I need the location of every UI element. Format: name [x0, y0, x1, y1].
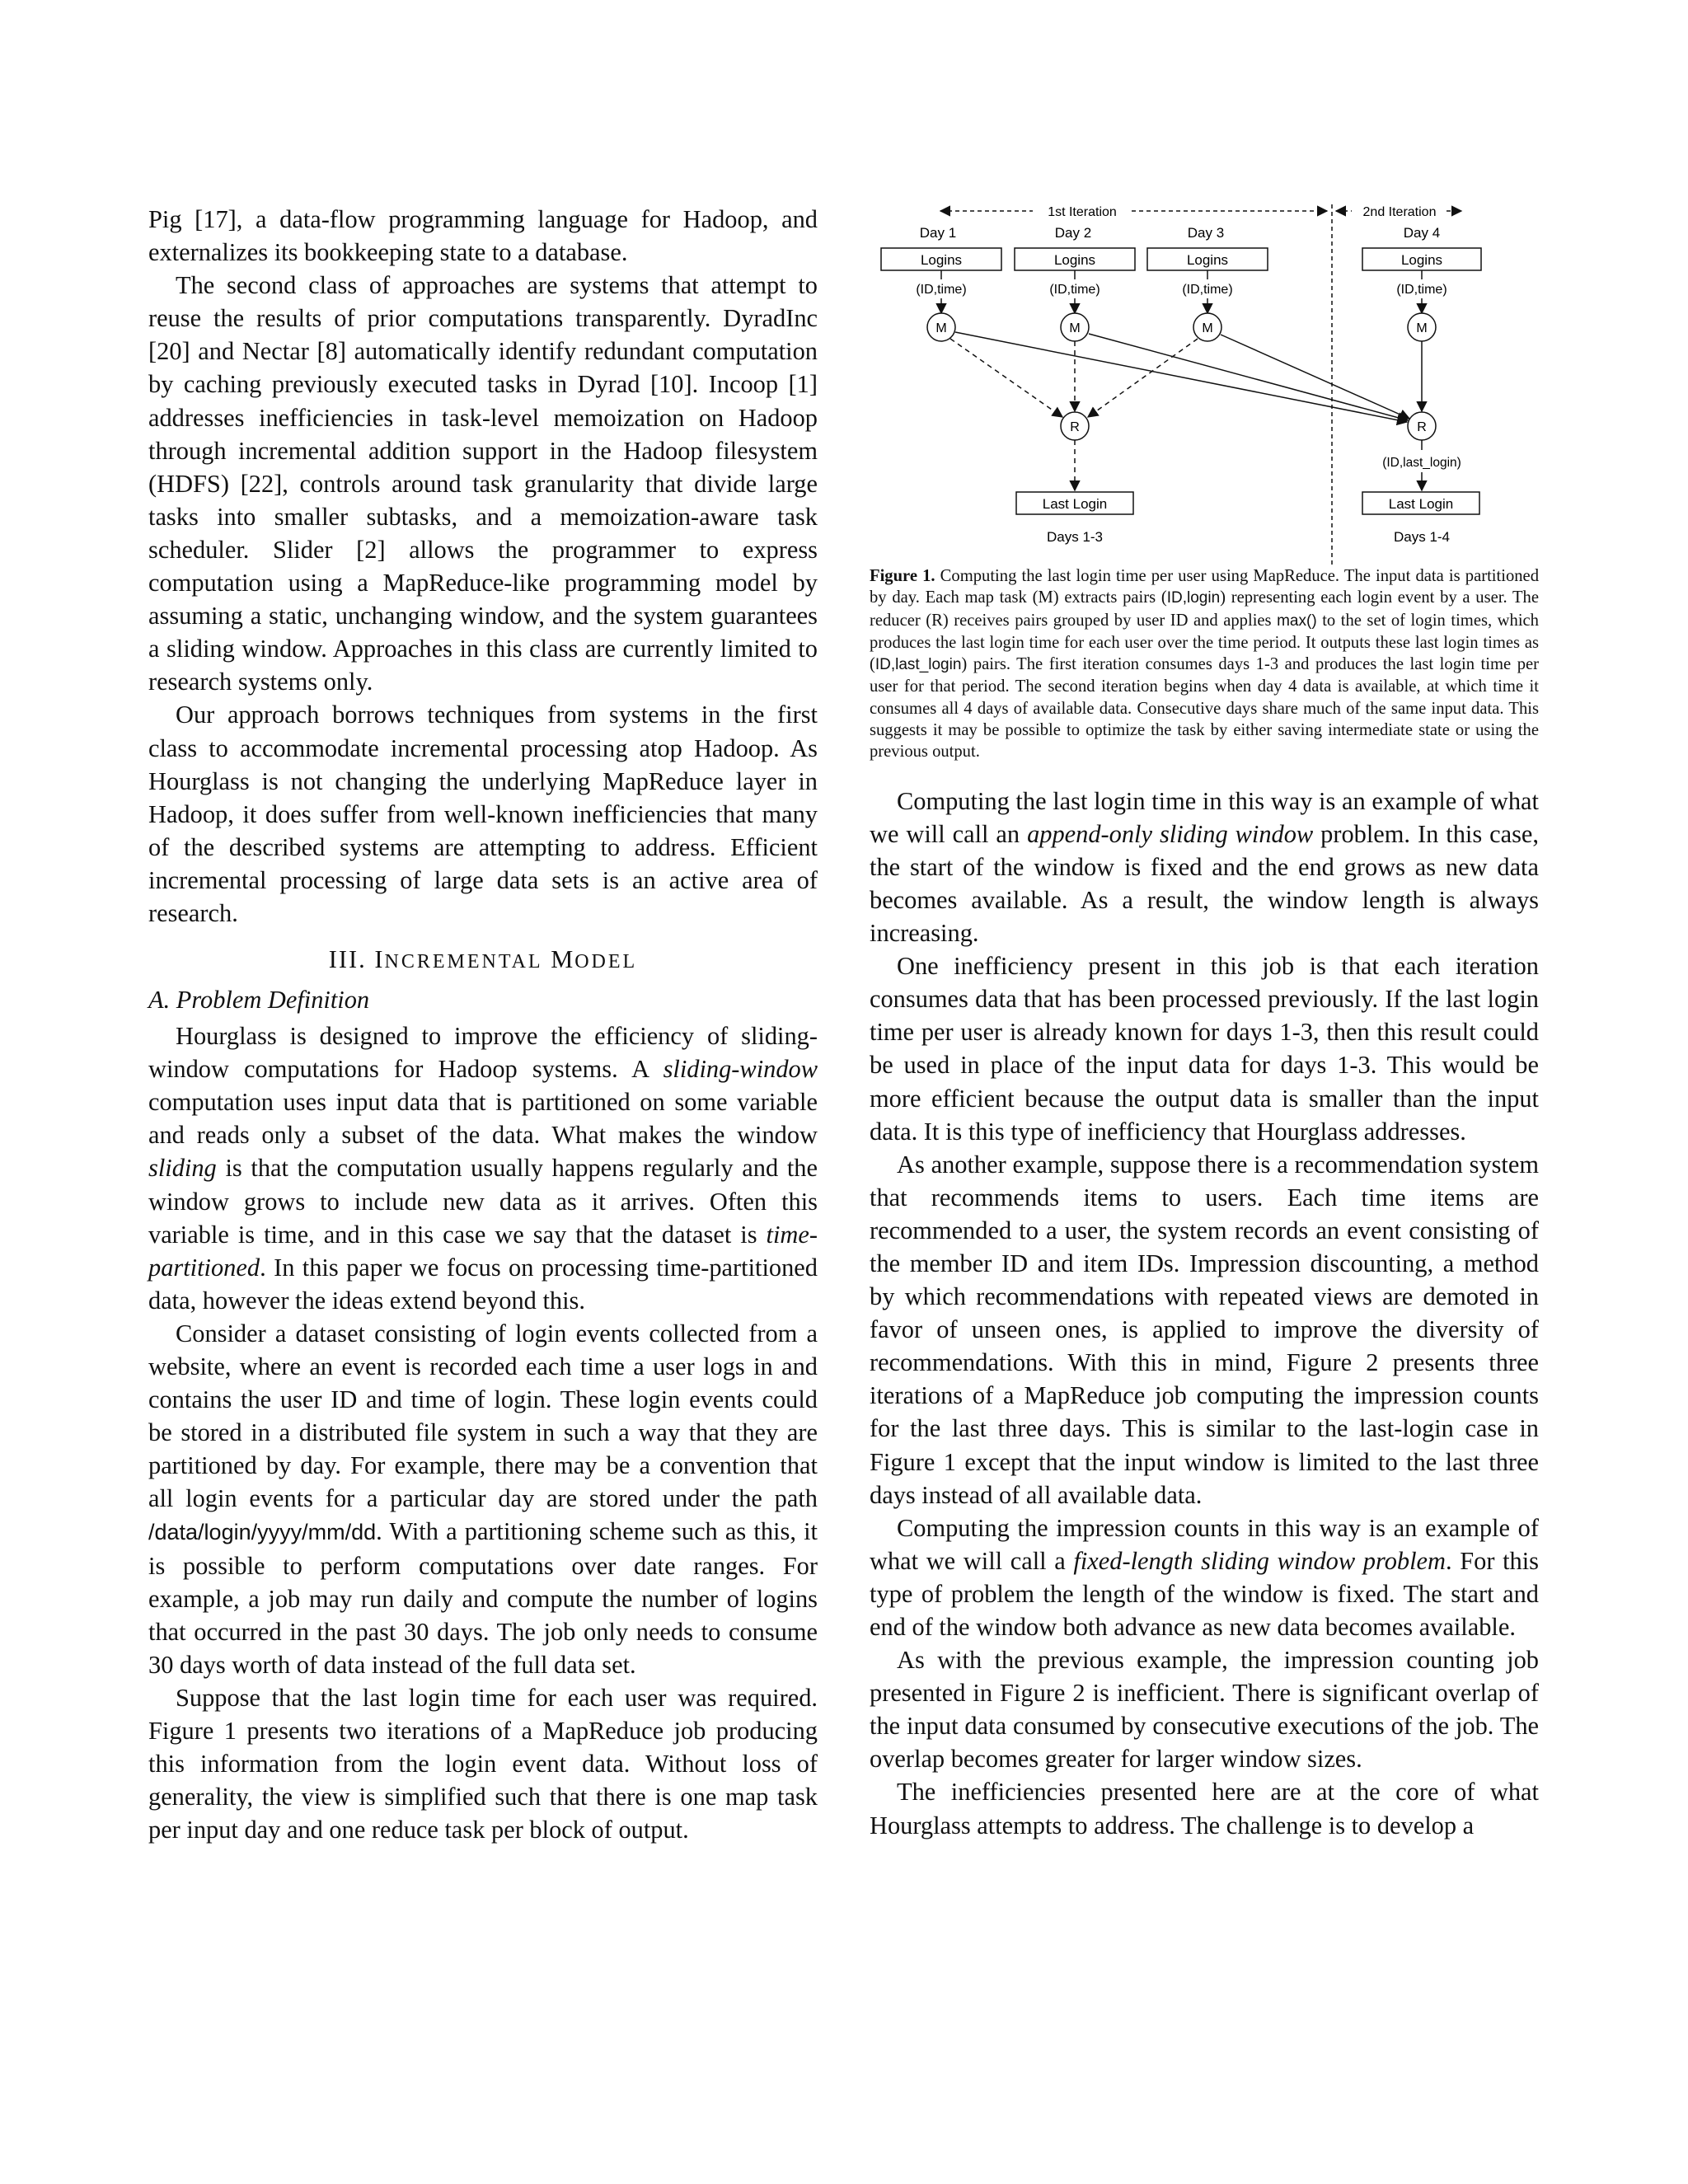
text-run: problem. In this case, the start of the window is fixed and the end grows as new data becomes available. As a result, the window length is always increasing. — [870, 819, 1539, 948]
text-run: computation uses input data that is partitioned on some variable and reads only a subset of the data. What makes the window — [148, 1088, 818, 1150]
map-node-3-label: M — [1202, 321, 1213, 335]
caption-text: ) pairs. The first iteration consumes days 1-3 and produces the last login time per user for that period. The second iteration begins when day 4 data is available, at which time it consumes all 4 days of available data. Consecutive days share much of the same input data. This suggests it may be possible to optimize the task by either saving intermediate state or using the previous output. — [870, 655, 1539, 762]
range-1-label: Days 1-3 — [1046, 529, 1104, 545]
map-node-4-label: M — [1416, 321, 1428, 335]
paragraph-second-class: The second class of approaches are systems that attempt to reuse the results of prior computations transparently. DyradInc [20] and Nectar [8] automatically identify redundant computation by caching previously executed tasks in Dyrad [10]. Incoop [1] addresses inefficiencies in task-level memoization on Hadoop through incremental addition support in the Hadoop filesystem (HDFS) [22], controls around task granularity that divide large tasks into smaller subtasks, and a memoization-aware task scheduler. Slider [2] allows the programmer to express computation using a MapReduce-like programming model by assuming a static, unchanging window, and the system guarantees a sliding window. Approaches in this class are currently limited to research systems only. — [148, 271, 818, 696]
range-2-label: Days 1-4 — [1393, 529, 1451, 545]
text-run: . For this type of problem the length of the window is fixed. The start and end of the window both advance as new data becomes available. — [870, 1546, 1539, 1642]
emphasis-time-partitioned: time-partitioned — [148, 1220, 818, 1282]
section-heading — [148, 943, 818, 978]
paragraph-recommendation: As another example, suppose there is a recommendation system that recommends items to users. Each time items are recommended to a user, the system records an event consisting of the member ID and item IDs. Impression discounting, a method by which recommendations with repeated views are demoted in favor of unseen ones, is applied to improve the diversity of recommendations. With this in mind, Figure 2 presents three iterations of a MapReduce job computing the impression counts for the last three days. This is similar to the last-login case in Figure 1 except that the input window is limited to the last three days instead of all available data. — [870, 1150, 1539, 1509]
map-node-1-label: M — [935, 321, 947, 335]
section-title-initial-i: I — [374, 945, 385, 974]
map1-to-reducer2 — [955, 332, 1407, 422]
day-2-logins-label: Logins — [1053, 252, 1096, 268]
emphasis-sliding: sliding — [148, 1154, 217, 1183]
emphasis-append-only: append-only sliding window — [1027, 819, 1314, 848]
text-run: Consider a dataset consisting of login events collected from a website, where an event is recorded each time a user logs in and contains the user ID and time of login. These login events could be stored in a distributed file system in such a way that they are partitioned by day. For example, there may be a convention that all login events for a particular day are stored under the path — [148, 1319, 818, 1513]
paragraph-core-challenge: The inefficiencies presented here are at the core of what Hourglass attempts to address. The challenge is to develop a — [870, 1778, 1539, 1840]
paragraph-login-dataset — [148, 1317, 818, 1681]
map3-to-reducer1 — [1088, 339, 1198, 417]
day-2-pair-label: (ID,time) — [1049, 283, 1100, 297]
caption-text: Computing the last login time per user using MapReduce. The input data is partitioned by day. Each map task (M) extracts pairs ( — [870, 567, 1539, 607]
caption-sans: ID,login — [1166, 589, 1221, 607]
path-text: /data/login/yyyy/mm/dd — [148, 1520, 377, 1545]
caption-sans: ID,last_login — [874, 656, 962, 674]
figure-1-diagram — [870, 203, 1539, 565]
day-4-logins-label: Logins — [1400, 252, 1443, 268]
emphasis-fixed-length: fixed-length sliding window problem — [1073, 1546, 1446, 1575]
text-run: Computing the impression counts in this way is an example of what we will call a — [870, 1513, 1539, 1575]
caption-sans: max() — [1277, 612, 1317, 630]
section-title-part1: NCREMENTAL — [384, 951, 543, 973]
paragraph-append-only — [870, 785, 1539, 949]
emphasis-sliding-window: sliding-window — [663, 1055, 818, 1084]
map-node-2-label: M — [1069, 321, 1081, 335]
text-run: . With a partitioning scheme such as this, it is possible to perform computations over date ranges. For example, a job may run daily and compute the number of logins that occurred in the past 30 days. The job only needs to consume 30 days worth of data instead of the full data set. — [148, 1517, 818, 1679]
paragraph-hourglass-designed — [148, 1019, 818, 1317]
caption-text: ) representing each login event by a user. The reducer (R) receives pairs grouped by user ID and applies — [870, 588, 1539, 630]
left-column — [148, 203, 818, 1846]
text-run: Hourglass is designed to improve the efficiency of sliding-window computations for Hadoop systems. A — [148, 1022, 818, 1084]
paragraph-inefficiency: One inefficiency present in this job is that each iteration consumes data that has been processed previously. If the last login time per user is already known for days 1-3, then this result could be used in place of the input data for days 1-3. This would be more efficient because the output data is smaller than the input data. It is this type of inefficiency that Hourglass addresses. — [870, 952, 1539, 1146]
subsection-heading: A. Problem Definition — [148, 986, 370, 1015]
paragraph-fixed-length — [870, 1511, 1539, 1643]
paragraph-impression-inefficient: As with the previous example, the impression counting job presented in Figure 2 is inefficient. There is significant overlap of the input data consumed by consecutive executions of the job. The overlap becomes greater for larger window sizes. — [870, 1646, 1539, 1774]
day-1-logins-label: Logins — [920, 252, 963, 268]
paragraph-last-login: Suppose that the last login time for each user was required. Figure 1 presents two iterations of a MapReduce job producing this information from the login event data. Without loss of generality, the view is simplified such that there is one map task per input day and one reduce task per block of output. — [148, 1683, 818, 1844]
text-run: Computing the last login time in this way is an example of what we will call an — [870, 786, 1539, 848]
reduce-node-1-label: R — [1070, 420, 1080, 434]
section-title-initial-m: M — [551, 945, 575, 974]
reduce-node-2-label: R — [1417, 420, 1427, 434]
caption-text: to the set of login times, which produces the last login time for each user over the time period. It outputs these last login times as ( — [870, 611, 1539, 674]
day-4-pair-label: (ID,time) — [1396, 283, 1447, 297]
day-1-label: Day 1 — [919, 225, 957, 241]
section-number: III. — [328, 945, 367, 974]
text-run: is that the computation usually happens regularly and the window grows to include new data as it arrives. Often this variable is time, and in this case we say that the dataset is — [148, 1154, 818, 1249]
section-title-part2: ODEL — [574, 951, 638, 973]
figure-1 — [870, 203, 1539, 565]
day-2-label: Day 2 — [1054, 225, 1092, 241]
output-pair-label: (ID,last_login) — [1382, 456, 1461, 470]
iteration-1-label: 1st Iteration — [1048, 205, 1117, 219]
text-run: . In this paper we focus on processing time-partitioned data, however the ideas extend beyond this. — [148, 1253, 818, 1315]
day-3-logins-label: Logins — [1186, 252, 1229, 268]
paragraph-pig: Pig [17], a data-flow programming language for Hadoop, and externalizes its bookkeeping state to a database. — [148, 205, 818, 267]
iteration-2-label: 2nd Iteration — [1362, 205, 1437, 219]
caption-label: Figure 1. — [870, 567, 935, 585]
day-4-label-text: Day 4 — [1403, 225, 1441, 241]
figure-1-caption — [870, 565, 1539, 763]
paragraph-our-approach: Our approach borrows techniques from systems in the first class to accommodate incremental processing atop Hadoop. As Hourglass is not changing the underlying MapReduce layer in Hadoop, it does suffer from well-known inefficiencies that many of the described systems are attempting to address. Efficient incremental processing of large data sets is an active area of research. — [148, 701, 818, 927]
right-column — [870, 203, 1539, 1842]
day-3-label: Day 3 — [1187, 225, 1225, 241]
output-2-label: Last Login — [1388, 496, 1454, 512]
output-1-label: Last Login — [1042, 496, 1108, 512]
day-3-pair-label: (ID,time) — [1182, 283, 1233, 297]
day-1-pair-label: (ID,time) — [916, 283, 967, 297]
